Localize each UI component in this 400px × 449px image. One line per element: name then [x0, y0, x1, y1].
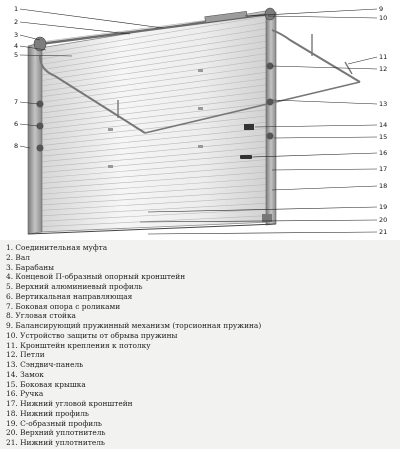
callout-number: 20	[379, 216, 388, 224]
callout-number: 13	[379, 100, 388, 108]
legend-item: 4. Концевой П-образный опорный кронштейн	[6, 272, 186, 282]
legend-item: 8. Угловая стойка	[6, 311, 76, 321]
lock	[244, 124, 254, 130]
callout-number: 12	[379, 65, 388, 73]
callout-number: 7	[14, 98, 19, 106]
legend-item: 17. Нижний угловой кронштейн	[6, 399, 133, 408]
legend-item: 16. Ручка	[6, 389, 44, 399]
legend-item: 7. Боковая опора с роликами	[6, 301, 121, 311]
legend-item: 3. Барабаны	[6, 262, 55, 272]
legend-item: 14. Замок	[6, 369, 44, 379]
horizontal-track-right	[272, 30, 360, 82]
handle	[240, 155, 252, 159]
legend-item: 13. Сэндвич-панель	[6, 360, 84, 369]
callout-leader	[272, 66, 377, 69]
legend-item: 10. Устройство защиты от обрыва пружины	[6, 330, 178, 340]
callout-leader	[20, 9, 163, 28]
roller	[267, 99, 274, 106]
callout-leader	[148, 232, 377, 234]
vertical-guide-right	[266, 12, 276, 225]
legend-item: 15. Боковая крышка	[6, 379, 86, 389]
callout-leader	[272, 100, 377, 104]
callout-number: 4	[14, 42, 19, 50]
callout-number: 8	[14, 142, 19, 150]
callout-number: 17	[379, 165, 388, 173]
callout-leader	[20, 35, 40, 40]
callout-number: 3	[14, 31, 19, 39]
roller	[37, 145, 44, 152]
legend-item: 9. Балансирующий пружинный механизм (торсионная пружина)	[6, 321, 262, 330]
legend-item: 1. Соединительная муфта	[6, 243, 108, 252]
callout-leader	[272, 169, 377, 170]
legend-item: 11. Кронштейн крепления к потолку	[6, 340, 151, 350]
roller	[267, 133, 274, 140]
callout-number: 10	[379, 14, 388, 22]
callout-number: 6	[14, 120, 19, 128]
legend-item: 20. Верхний уплотнитель	[6, 428, 106, 438]
callout-number: 9	[379, 5, 384, 13]
callout-number: 19	[379, 203, 388, 211]
callout-number: 18	[379, 182, 388, 190]
legend	[0, 240, 400, 449]
callout-number: 2	[14, 18, 19, 26]
legend-item: 18. Нижний профиль	[6, 408, 89, 418]
callout-leader	[268, 16, 377, 18]
callout-leader	[272, 186, 377, 190]
legend-item: 19. С-образный профиль	[6, 418, 102, 428]
callout-leader	[348, 57, 377, 64]
hinge	[108, 165, 113, 168]
hinge	[198, 69, 203, 72]
drum-right	[265, 8, 275, 20]
legend-item: 6. Вертикальная направляющая	[6, 291, 133, 301]
legend-item: 12. Петли	[6, 350, 45, 360]
hinge	[198, 145, 203, 148]
vertical-guide-left	[28, 42, 42, 234]
callout-number: 1	[14, 5, 19, 13]
callout-number: 16	[379, 149, 388, 157]
legend-item: 5. Верхний алюминиевый профиль	[6, 282, 143, 291]
callout-number: 5	[14, 51, 19, 59]
hinge	[108, 128, 113, 131]
callout-number: 11	[379, 53, 388, 61]
callout-number: 15	[379, 133, 388, 141]
callout-number: 21	[379, 228, 388, 236]
callout-number: 14	[379, 121, 388, 129]
hinge	[198, 107, 203, 110]
legend-item: 21. Нижний уплотнитель	[6, 438, 105, 447]
callout-leader	[20, 22, 130, 34]
callout-leader	[274, 137, 377, 138]
legend-item: 2. Вал	[6, 252, 30, 262]
